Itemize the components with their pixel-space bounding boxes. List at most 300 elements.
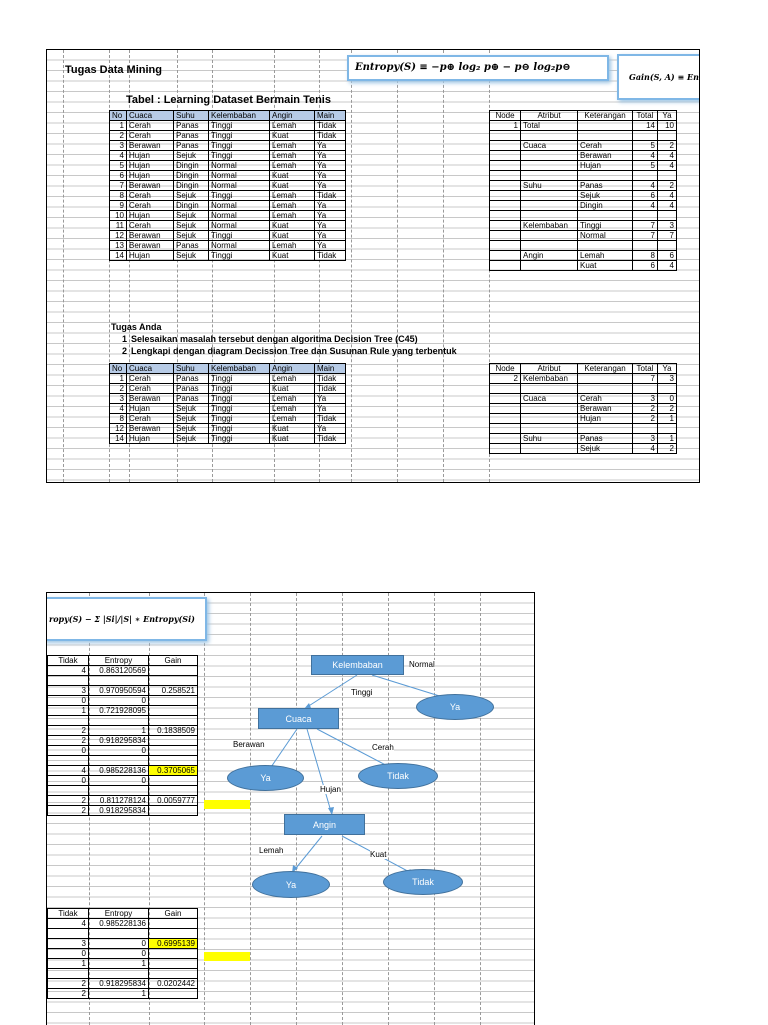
table-cell: Hujan [127,211,174,221]
table-cell [521,151,578,161]
table-cell: Kuat [270,384,315,394]
table-cell: Ya [315,151,346,161]
table-cell: 0.863120569 [89,666,149,676]
table-cell: Lemah [270,161,315,171]
table-row [490,201,677,211]
table-cell: Tinggi [209,151,270,161]
table-row [110,394,346,404]
table-cell: 0.918295834 [89,736,149,746]
table-cell: Kuat [270,424,315,434]
table-cell [490,171,521,181]
table-cell: Lemah [578,251,633,261]
table-cell: 4 [658,261,677,271]
table-cell: Kuat [270,131,315,141]
table-cell: 2 [48,989,89,999]
header-kelembaban: Kelembaban [209,364,270,374]
table-row [490,404,677,414]
table-cell: 6 [633,261,658,271]
table-cell [490,191,521,201]
table-cell: 8 [633,251,658,261]
table-cell: 3 [110,394,127,404]
table-cell: 0 [89,776,149,786]
table-cell: 4 [633,181,658,191]
table-row [490,211,677,221]
table-cell: Normal [209,181,270,191]
table-cell [490,131,521,141]
table-cell: Hujan [578,414,633,424]
table-cell [578,374,633,384]
table-cell [521,384,578,394]
table-cell: Tinggi [209,424,270,434]
table-cell: 3 [48,939,89,949]
table-cell: 0 [658,394,677,404]
table-cell: 2 [110,131,127,141]
table-cell: 5 [633,161,658,171]
table-cell: 14 [633,121,658,131]
entropy-header-tidak: Tidak [48,909,89,919]
table-cell: 4 [633,444,658,454]
table-cell: Tidak [315,251,346,261]
header-angin: Angin [270,364,315,374]
entropy-header-entropy: Entropy [89,909,149,919]
table-cell: Sejuk [174,151,209,161]
table-cell: 1 [89,726,149,736]
table-cell [633,241,658,251]
header-main: Main [315,364,346,374]
table-row [490,374,677,384]
table-cell: 4 [48,666,89,676]
table-cell: Kuat [270,231,315,241]
table-row [110,121,346,131]
table-cell [521,414,578,424]
table-cell: Tidak [315,374,346,384]
table-cell: Tinggi [578,221,633,231]
table-cell: 0 [48,696,89,706]
table-cell: 9 [110,201,127,211]
calc-header-node: Node [490,111,521,121]
table-cell: 8 [110,414,127,424]
table-cell: Berawan [578,404,633,414]
table-cell: Panas [174,121,209,131]
table-cell: Cerah [578,141,633,151]
table-cell: Lemah [270,414,315,424]
table-row [490,131,677,141]
table-cell: 4 [633,201,658,211]
table-cell [521,191,578,201]
table-cell [490,414,521,424]
gain-formula-part1: Gain(S, A) ≡ En [617,54,700,100]
tree-leaf-ya: Ya [252,871,330,898]
table-cell: 6 [110,171,127,181]
table-cell: 12 [110,424,127,434]
table-row [490,414,677,424]
table-row [490,191,677,201]
table-cell [521,261,578,271]
table-row [490,121,677,131]
table-cell: Cerah [127,131,174,141]
table-row [490,141,677,151]
table-cell: Dingin [174,161,209,171]
table-cell: Normal [209,161,270,171]
entropy-formula: Entropy(S) ≡ −p⊕ log₂ p⊕ − p⊖ log₂p⊖ [347,55,609,81]
table-cell: Total [521,121,578,131]
table-row [490,251,677,261]
table-cell [658,241,677,251]
table-cell: 0.918295834 [89,806,149,816]
table-cell [490,211,521,221]
table-cell: Suhu [521,434,578,444]
table-cell: Kuat [578,261,633,271]
table-cell [490,161,521,171]
table-header-row [110,364,346,374]
table-cell: Tidak [315,121,346,131]
table-cell: Cuaca [521,394,578,404]
edge-label-hujan: Hujan [320,785,341,794]
table-cell: Angin [521,251,578,261]
table-header-row [110,111,346,121]
table-cell: 2 [633,414,658,424]
table-cell: 3 [658,374,677,384]
table-cell: 10 [658,121,677,131]
table-cell: Lemah [270,241,315,251]
table-cell: Tinggi [209,374,270,384]
table-cell: 0.985228136 [89,766,149,776]
table-cell: Tinggi [209,231,270,241]
table-cell: Sejuk [174,434,209,444]
table-cell: Dingin [174,171,209,181]
table-row [110,404,346,414]
table-cell: 4 [48,766,89,776]
header-cuaca: Cuaca [127,364,174,374]
table-row [490,444,677,454]
table-cell: Panas [578,181,633,191]
table-cell: Hujan [127,151,174,161]
table-row [110,251,346,261]
table-cell: 8 [110,191,127,201]
table-cell [490,241,521,251]
table-row [490,394,677,404]
table-cell: Panas [174,131,209,141]
tugas-item-text: Lengkapi dengan diagram Decission Tree dan Susunan Rule yang terbentuk [131,346,457,356]
table-cell: Kuat [270,434,315,444]
table-cell [578,171,633,181]
table-cell: Panas [174,241,209,251]
table-cell: Sejuk [174,221,209,231]
table-cell: Sejuk [174,251,209,261]
table-cell: 1 [89,989,149,999]
edge-label-berawan: Berawan [233,740,265,749]
table-cell [490,201,521,211]
calc-header-ya: Ya [658,364,677,374]
tree-leaf-tidak: Tidak [358,763,438,789]
table-cell: 4 [658,161,677,171]
table-cell: Hujan [127,161,174,171]
table-cell: Dingin [174,181,209,191]
table-cell: 7 [633,374,658,384]
table-cell [490,151,521,161]
table-cell: 3 [633,434,658,444]
table-cell: Hujan [127,171,174,181]
table-cell: Tinggi [209,394,270,404]
tugas-item-number: 1 [121,334,127,344]
table-cell: 0.985228136 [89,919,149,929]
table-cell [633,131,658,141]
table-row [110,191,346,201]
table-cell [521,131,578,141]
header-main: Main [315,111,346,121]
table-cell: 0 [89,949,149,959]
table-cell [490,261,521,271]
table-cell: Tinggi [209,141,270,151]
table-cell: Sejuk [174,424,209,434]
table-cell [658,424,677,434]
table-cell: Ya [315,181,346,191]
table-cell: 0.918295834 [89,979,149,989]
table-cell: Ya [315,171,346,181]
table-cell: 7 [658,231,677,241]
table-row [110,151,346,161]
table-cell: Tinggi [209,131,270,141]
table-cell: Cerah [127,191,174,201]
table-cell: Panas [174,394,209,404]
table-cell: 3 [658,221,677,231]
table-cell: 5 [110,161,127,171]
table-cell: 2 [633,404,658,414]
table-cell [521,444,578,454]
table-cell: 0.721928095 [89,706,149,716]
calc-header-node: Node [490,364,521,374]
tugas-title: Tugas Anda [111,322,162,332]
table-cell [490,394,521,404]
calc-header-atribut: Atribut [521,111,578,121]
table-cell: 2 [658,181,677,191]
table-cell: 0 [89,939,149,949]
table-cell: Berawan [127,394,174,404]
table-cell: Ya [315,221,346,231]
table-cell: Tidak [315,384,346,394]
table-row [490,241,677,251]
table-cell [658,131,677,141]
table-cell: Cuaca [521,141,578,151]
table-cell: 0.970950594 [89,686,149,696]
table-row [110,171,346,181]
table-cell: Tinggi [209,414,270,424]
calc-header-total: Total [633,364,658,374]
table-cell: 2 [110,384,127,394]
header-suhu: Suhu [174,364,209,374]
table-cell: 0.0202442 [149,979,198,989]
tree-leaf-tidak: Tidak [383,869,463,895]
table-cell [521,404,578,414]
table-cell: Dingin [174,201,209,211]
table-cell: Berawan [127,141,174,151]
table-cell: Normal [209,211,270,221]
table-cell: Panas [174,141,209,151]
tree-leaf-ya: Ya [416,694,494,720]
table-cell: 2 [658,444,677,454]
table-cell: 1 [490,121,521,131]
table-cell: Ya [315,424,346,434]
table-cell: Normal [209,201,270,211]
table-cell: Cerah [127,384,174,394]
table-cell [490,404,521,414]
table-cell: Tidak [315,414,346,424]
table-cell: Hujan [127,404,174,414]
table-cell [658,384,677,394]
table-cell [658,171,677,181]
table-cell: Berawan [127,241,174,251]
table-cell: Sejuk [174,211,209,221]
header-no: No [110,111,127,121]
table-cell: 3 [110,141,127,151]
table-cell: 7 [633,221,658,231]
table-cell: 4 [658,151,677,161]
table-cell: 1 [110,374,127,384]
table-cell: Panas [578,434,633,444]
edge-label-kuat: Kuat [370,850,387,859]
table-cell: 0.258521 [149,686,198,696]
edge-label-cerah: Cerah [372,743,394,752]
table-cell: 0.1838509 [149,726,198,736]
calc-header-keterangan: Keterangan [578,364,633,374]
table-cell: Tinggi [209,384,270,394]
table-cell: Kuat [270,181,315,191]
table-cell: 2 [48,726,89,736]
table-cell: Lemah [270,191,315,201]
table-cell: 2 [48,796,89,806]
table-cell [578,241,633,251]
table-cell: Berawan [578,151,633,161]
node1-calc-table [489,110,677,271]
tree-node-kelembaban: Kelembaban [311,655,404,675]
table-cell [521,241,578,251]
header-kelembaban: Kelembaban [209,111,270,121]
table-cell: 2 [48,806,89,816]
tugas-item-text: Selesaikan masalah tersebut dengan algoritma Decision Tree (C45) [131,334,418,344]
table-cell [521,424,578,434]
calc-header-keterangan: Keterangan [578,111,633,121]
edge-label-normal: Normal [409,660,435,669]
table-cell: 0 [48,746,89,756]
table-cell: Lemah [270,201,315,211]
table-cell: Sejuk [174,404,209,414]
header-angin: Angin [270,111,315,121]
sheet-title: Tugas Data Mining [65,64,162,76]
table-cell: 6 [633,191,658,201]
table-cell: 1 [658,434,677,444]
table-cell: 4 [48,919,89,929]
table-cell [578,384,633,394]
table-cell [521,211,578,221]
table-cell: 6 [658,251,677,261]
table-cell: Normal [209,241,270,251]
table-cell: 0 [89,696,149,706]
table-cell: 1 [658,414,677,424]
table-cell [578,211,633,221]
table-cell [490,181,521,191]
table-title: Tabel : Learning Dataset Bermain Tenis [126,94,331,106]
table-cell: Panas [174,384,209,394]
calc-header-row [490,364,677,374]
table-cell: 0.3705065 [149,766,198,776]
table-cell: Lemah [270,211,315,221]
table-cell: Cerah [127,414,174,424]
table-cell: Lemah [270,121,315,131]
table-cell: 2 [48,979,89,989]
table-cell: 2 [658,141,677,151]
table-row [490,221,677,231]
table-row [110,414,346,424]
calc-header-total: Total [633,111,658,121]
calc-header-atribut: Atribut [521,364,578,374]
table-cell [490,444,521,454]
gain-formula-part2: ropy(S) − Σ |Si|/|S| ∗ Entropy(Si) [46,597,207,641]
table-cell: Berawan [127,424,174,434]
table-row [110,231,346,241]
table-cell: Tinggi [209,404,270,414]
table-cell [633,424,658,434]
table-cell: Normal [209,221,270,231]
table-cell: Dingin [578,201,633,211]
table-row [110,384,346,394]
table-cell: 12 [110,231,127,241]
table-row [490,434,677,444]
edge-cuaca-angin [307,729,332,815]
table-cell: Kuat [270,171,315,181]
table-cell: Normal [578,231,633,241]
table-cell [490,384,521,394]
table-cell: Tinggi [209,191,270,201]
table-cell: 13 [110,241,127,251]
table-cell: 0.6995139 [149,939,198,949]
table-cell: Lemah [270,141,315,151]
table-cell: 11 [110,221,127,231]
table-cell: Sejuk [578,191,633,201]
table-cell: 5 [633,141,658,151]
header-cuaca: Cuaca [127,111,174,121]
table-cell: 14 [110,434,127,444]
table-row [110,161,346,171]
table-row [110,241,346,251]
table-cell: Lemah [270,374,315,384]
tree-leaf-ya: Ya [227,765,304,791]
table-cell: Berawan [127,231,174,241]
table-cell: 0 [48,776,89,786]
table-row [110,211,346,221]
table-cell [490,251,521,261]
table-row [490,161,677,171]
header-suhu: Suhu [174,111,209,121]
table-row [110,141,346,151]
table-row [490,384,677,394]
entropy-header-gain: Gain [149,656,198,666]
table-cell: 2 [490,374,521,384]
edge-label-tinggi: Tinggi [351,688,373,697]
table-cell: 2 [658,404,677,414]
table-cell: Hujan [127,251,174,261]
table-cell: Ya [315,211,346,221]
table-cell: Tinggi [209,121,270,131]
table-cell: Cerah [127,121,174,131]
table-cell: 4 [110,404,127,414]
table-cell: 7 [110,181,127,191]
table-cell: Kelembaban [521,221,578,231]
table-cell [521,231,578,241]
header-no: No [110,364,127,374]
decision-tree-edges [47,593,534,1025]
table-cell: 4 [110,151,127,161]
table-cell: Sejuk [174,191,209,201]
